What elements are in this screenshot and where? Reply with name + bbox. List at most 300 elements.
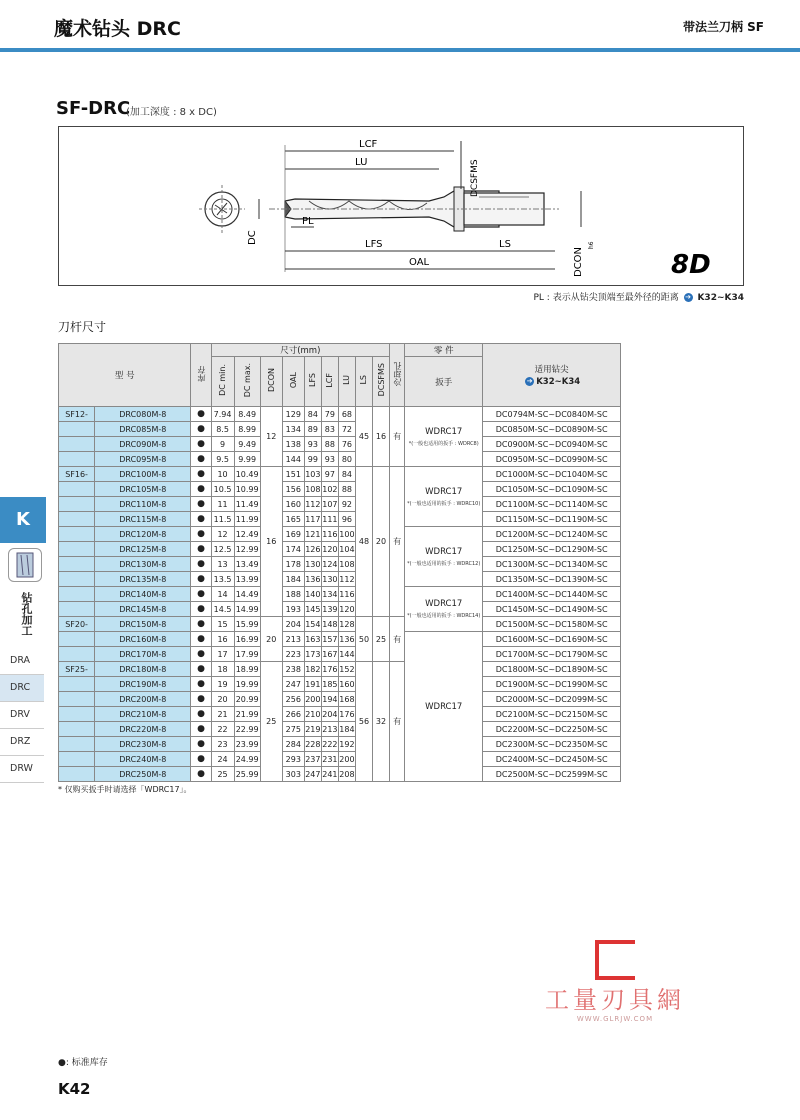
dc-max-cell: 22.99	[234, 722, 260, 737]
model-cell: DRC145M-8	[95, 602, 191, 617]
series-cell	[59, 497, 95, 512]
series-cell	[59, 677, 95, 692]
lcf-cell: 97	[321, 467, 338, 482]
dcon-cell: 12	[260, 407, 282, 467]
coolant-cell: 有	[390, 407, 405, 467]
lcf-cell: 107	[321, 497, 338, 512]
dc-max-cell: 12.99	[234, 542, 260, 557]
lcf-cell: 185	[321, 677, 338, 692]
dc-max-cell: 13.49	[234, 557, 260, 572]
lfs-cell: 247	[304, 767, 321, 782]
ls-label: LS	[499, 239, 511, 250]
series-cell	[59, 587, 95, 602]
lu-cell: 104	[338, 542, 355, 557]
stock-cell: ●	[191, 737, 211, 752]
tool-diagram	[58, 126, 744, 286]
series-cell	[59, 647, 95, 662]
tip-cell: DC1400M-SC~DC1440M-SC	[483, 587, 621, 602]
dc-max-cell: 18.99	[234, 662, 260, 677]
table-row	[59, 557, 621, 572]
oal-cell: 275	[282, 722, 304, 737]
col-lcf: LCF	[321, 357, 338, 407]
dc-min-cell: 8.5	[211, 422, 234, 437]
oal-cell: 193	[282, 602, 304, 617]
sidebar-item-drc[interactable]: DRC	[0, 675, 44, 702]
col-dcsfms: DCSFMS	[373, 357, 390, 407]
col-lu: LU	[338, 357, 355, 407]
stock-cell: ●	[191, 752, 211, 767]
model-cell: DRC120M-8	[95, 527, 191, 542]
lcf-cell: 120	[321, 542, 338, 557]
oal-cell: 256	[282, 692, 304, 707]
col-coolant: 冷却孔	[390, 344, 405, 407]
series-cell: SF20-	[59, 617, 95, 632]
col-dcon: DCON	[260, 357, 282, 407]
lcf-cell: 134	[321, 587, 338, 602]
dc-max-cell: 13.99	[234, 572, 260, 587]
tip-header-ref: K32~K34	[536, 377, 581, 387]
oal-cell: 247	[282, 677, 304, 692]
tip-cell: DC2500M-SC~DC2599M-SC	[483, 767, 621, 782]
wrench-note: *(一般也适用的扳手 : WDRC12)	[407, 560, 481, 567]
tip-cell: DC0850M-SC~DC0890M-SC	[483, 422, 621, 437]
series-cell	[59, 452, 95, 467]
dc-min-cell: 11	[211, 497, 234, 512]
sidebar-item-drw[interactable]: DRW	[0, 756, 44, 783]
series-cell	[59, 722, 95, 737]
table-row	[59, 677, 621, 692]
stock-cell: ●	[191, 722, 211, 737]
oal-cell: 303	[282, 767, 304, 782]
table-row	[59, 632, 621, 647]
model-cell: DRC220M-8	[95, 722, 191, 737]
col-ls: LS	[355, 357, 372, 407]
dcsfms-label: DCSFMS	[470, 159, 480, 197]
sidebar-nav	[0, 648, 44, 783]
model-cell: DRC230M-8	[95, 737, 191, 752]
ls-cell: 48	[355, 467, 372, 617]
oal-cell: 238	[282, 662, 304, 677]
tip-cell: DC0900M-SC~DC0940M-SC	[483, 437, 621, 452]
oal-label: OAL	[409, 257, 430, 268]
wrench-cell	[405, 587, 483, 632]
lfs-cell: 237	[304, 752, 321, 767]
page-header	[0, 0, 800, 48]
table-row	[59, 707, 621, 722]
dc-max-cell: 14.49	[234, 587, 260, 602]
wrench-note: *(一般也适用的扳手 : WDRC14)	[407, 613, 481, 619]
tip-cell: DC1450M-SC~DC1490M-SC	[483, 602, 621, 617]
dc-max-cell: 20.99	[234, 692, 260, 707]
table-row	[59, 647, 621, 662]
model-cell: DRC240M-8	[95, 752, 191, 767]
dc-min-cell: 18	[211, 662, 234, 677]
model-cell: DRC130M-8	[95, 557, 191, 572]
sidebar-item-drz[interactable]: DRZ	[0, 729, 44, 756]
tip-cell: DC1800M-SC~DC1890M-SC	[483, 662, 621, 677]
oal-cell: 284	[282, 737, 304, 752]
lcf-cell: 130	[321, 572, 338, 587]
dcsfms-cell: 32	[373, 662, 390, 782]
lu-cell: 108	[338, 557, 355, 572]
model-cell: DRC160M-8	[95, 632, 191, 647]
tip-cell: DC2200M-SC~DC2250M-SC	[483, 722, 621, 737]
tip-cell: DC2300M-SC~DC2350M-SC	[483, 737, 621, 752]
depth-badge: 8D	[671, 250, 711, 280]
lu-cell: 112	[338, 572, 355, 587]
table-row	[59, 692, 621, 707]
lu-cell: 80	[338, 452, 355, 467]
table-row	[59, 497, 621, 512]
lu-cell: 192	[338, 737, 355, 752]
wrench-name: WDRC17	[425, 701, 463, 712]
table-row	[59, 752, 621, 767]
table-row	[59, 437, 621, 452]
drill-drawing	[59, 127, 743, 285]
stock-cell: ●	[191, 482, 211, 497]
series-cell	[59, 557, 95, 572]
stock-cell: ●	[191, 632, 211, 647]
stock-cell: ●	[191, 557, 211, 572]
col-parts: 零 件	[405, 344, 483, 357]
oal-cell: 138	[282, 437, 304, 452]
lu-cell: 92	[338, 497, 355, 512]
stock-cell: ●	[191, 677, 211, 692]
stock-cell: ●	[191, 662, 211, 677]
lfs-cell: 140	[304, 587, 321, 602]
lcf-cell: 157	[321, 632, 338, 647]
lcf-cell: 93	[321, 452, 338, 467]
series-cell	[59, 437, 95, 452]
lu-cell: 76	[338, 437, 355, 452]
ls-cell: 50	[355, 617, 372, 662]
lu-cell: 72	[338, 422, 355, 437]
tip-cell: DC1500M-SC~DC1580M-SC	[483, 617, 621, 632]
lcf-cell: 124	[321, 557, 338, 572]
series-cell	[59, 632, 95, 647]
table-row	[59, 407, 621, 422]
wrench-cell	[405, 407, 483, 467]
oal-cell: 156	[282, 482, 304, 497]
model-cell: DRC140M-8	[95, 587, 191, 602]
table-row	[59, 482, 621, 497]
footnote: * 仅购买扳手时请选择「WDRC17」。	[58, 785, 192, 794]
oal-cell: 174	[282, 542, 304, 557]
tip-cell: DC2400M-SC~DC2450M-SC	[483, 752, 621, 767]
lcf-cell: 139	[321, 602, 338, 617]
stock-cell: ●	[191, 452, 211, 467]
series-cell	[59, 602, 95, 617]
lfs-cell: 112	[304, 497, 321, 512]
oal-cell: 134	[282, 422, 304, 437]
lu-cell: 144	[338, 647, 355, 662]
stock-cell: ●	[191, 602, 211, 617]
table-title: 刀杆尺寸	[58, 320, 107, 334]
dc-max-cell: 25.99	[234, 767, 260, 782]
series-cell: SF12-	[59, 407, 95, 422]
table-row	[59, 542, 621, 557]
table-row	[59, 722, 621, 737]
lu-cell: 208	[338, 767, 355, 782]
lcf-cell: 176	[321, 662, 338, 677]
section-tab-k[interactable]: K	[0, 497, 46, 543]
lcf-cell: 79	[321, 407, 338, 422]
page-number: K42	[58, 1080, 91, 1098]
table-row	[59, 467, 621, 482]
dc-min-cell: 15	[211, 617, 234, 632]
tip-cell: DC0794M-SC~DC0840M-SC	[483, 407, 621, 422]
lfs-cell: 173	[304, 647, 321, 662]
header-category: 带法兰刀柄 SF	[682, 20, 764, 34]
dc-min-cell: 14.5	[211, 602, 234, 617]
oal-cell: 144	[282, 452, 304, 467]
sidebar-item-drv[interactable]: DRV	[0, 702, 44, 729]
oal-cell: 293	[282, 752, 304, 767]
stock-cell: ●	[191, 512, 211, 527]
dc-max-cell: 17.99	[234, 647, 260, 662]
dc-max-cell: 21.99	[234, 707, 260, 722]
tip-cell: DC1050M-SC~DC1090M-SC	[483, 482, 621, 497]
dcsfms-cell: 16	[373, 407, 390, 467]
table-row	[59, 527, 621, 542]
oal-cell: 151	[282, 467, 304, 482]
series-cell	[59, 572, 95, 587]
oal-cell: 266	[282, 707, 304, 722]
wrench-name: WDRC17	[425, 599, 463, 609]
tip-cell: DC2100M-SC~DC2150M-SC	[483, 707, 621, 722]
model-cell: DRC090M-8	[95, 437, 191, 452]
series-cell	[59, 692, 95, 707]
series-cell	[59, 482, 95, 497]
model-cell: DRC095M-8	[95, 452, 191, 467]
lfs-cell: 219	[304, 722, 321, 737]
dc-max-cell: 15.99	[234, 617, 260, 632]
lcf-cell: 102	[321, 482, 338, 497]
model-cell: DRC105M-8	[95, 482, 191, 497]
stock-cell: ●	[191, 422, 211, 437]
dc-min-cell: 12	[211, 527, 234, 542]
table-row	[59, 422, 621, 437]
dc-min-cell: 9	[211, 437, 234, 452]
sidebar-item-dra[interactable]: DRA	[0, 648, 44, 675]
stock-cell: ●	[191, 497, 211, 512]
col-lfs: LFS	[304, 357, 321, 407]
dc-min-cell: 11.5	[211, 512, 234, 527]
lcf-cell: 222	[321, 737, 338, 752]
table-row	[59, 587, 621, 602]
wrench-name: WDRC17	[425, 486, 463, 497]
stock-cell: ●	[191, 707, 211, 722]
lfs-cell: 145	[304, 602, 321, 617]
oal-cell: 213	[282, 632, 304, 647]
series-cell	[59, 737, 95, 752]
series-cell	[59, 542, 95, 557]
dc-min-cell: 16	[211, 632, 234, 647]
model-cell: DRC080M-8	[95, 407, 191, 422]
series-cell	[59, 422, 95, 437]
table-row	[59, 662, 621, 677]
lfs-cell: 99	[304, 452, 321, 467]
watermark-text: 工量刃具網	[545, 986, 685, 1014]
model-cell: DRC190M-8	[95, 677, 191, 692]
stock-legend: ●: 标准库存	[58, 1058, 108, 1068]
model-cell: DRC135M-8	[95, 572, 191, 587]
dc-min-cell: 25	[211, 767, 234, 782]
col-model: 型 号	[59, 344, 191, 407]
dc-min-cell: 17	[211, 647, 234, 662]
table-row	[59, 572, 621, 587]
pl-note-text: PL : 表示从钻尖顶端至最外径的距离	[533, 293, 679, 303]
dc-max-cell: 9.49	[234, 437, 260, 452]
dc-max-cell: 8.99	[234, 422, 260, 437]
stock-cell: ●	[191, 407, 211, 422]
col-stock: 库存	[191, 344, 211, 407]
lu-cell: 88	[338, 482, 355, 497]
tip-cell: DC1250M-SC~DC1290M-SC	[483, 542, 621, 557]
lfs-cell: 163	[304, 632, 321, 647]
series-cell	[59, 767, 95, 782]
dc-min-cell: 13	[211, 557, 234, 572]
wrench-cell	[405, 467, 483, 527]
model-cell: DRC170M-8	[95, 647, 191, 662]
stock-cell: ●	[191, 572, 211, 587]
lfs-cell: 117	[304, 512, 321, 527]
watermark-url: WWW.GLRJW.COM	[576, 1015, 654, 1023]
tip-cell: DC1000M-SC~DC1040M-SC	[483, 467, 621, 482]
lfs-cell: 89	[304, 422, 321, 437]
tip-cell: DC1600M-SC~DC1690M-SC	[483, 632, 621, 647]
stock-cell: ●	[191, 587, 211, 602]
lcf-cell: 148	[321, 617, 338, 632]
lu-cell: 68	[338, 407, 355, 422]
series-cell	[59, 707, 95, 722]
pl-note	[534, 290, 745, 303]
dc-min-cell: 13.5	[211, 572, 234, 587]
dc-min-cell: 20	[211, 692, 234, 707]
stock-cell: ●	[191, 542, 211, 557]
dc-min-cell: 21	[211, 707, 234, 722]
dc-min-cell: 23	[211, 737, 234, 752]
wrench-cell	[405, 632, 483, 782]
dc-min-cell: 19	[211, 677, 234, 692]
lu-label: LU	[355, 157, 368, 168]
dc-max-cell: 12.49	[234, 527, 260, 542]
dcsfms-cell: 25	[373, 617, 390, 662]
dc-max-cell: 8.49	[234, 407, 260, 422]
oal-cell: 129	[282, 407, 304, 422]
stock-cell: ●	[191, 647, 211, 662]
dc-min-cell: 10.5	[211, 482, 234, 497]
lu-cell: 100	[338, 527, 355, 542]
oal-cell: 169	[282, 527, 304, 542]
page-title: 魔术钻头 DRC	[54, 18, 181, 40]
lfs-cell: 200	[304, 692, 321, 707]
dcon-cell: 25	[260, 662, 282, 782]
lu-cell: 168	[338, 692, 355, 707]
section-title: SF-DRC	[56, 98, 131, 119]
lcf-label: LCF	[359, 139, 378, 150]
lfs-cell: 228	[304, 737, 321, 752]
lfs-cell: 108	[304, 482, 321, 497]
lfs-cell: 210	[304, 707, 321, 722]
lfs-cell: 182	[304, 662, 321, 677]
lfs-cell: 126	[304, 542, 321, 557]
dc-min-cell: 9.5	[211, 452, 234, 467]
dc-min-cell: 24	[211, 752, 234, 767]
col-dc-min: DC min.	[211, 357, 234, 407]
tip-cell: DC1300M-SC~DC1340M-SC	[483, 557, 621, 572]
table-row	[59, 737, 621, 752]
lcf-cell: 241	[321, 767, 338, 782]
dc-min-cell: 14	[211, 587, 234, 602]
stock-cell: ●	[191, 617, 211, 632]
stock-cell: ●	[191, 692, 211, 707]
lu-cell: 136	[338, 632, 355, 647]
sidebar-category: 钻孔加工	[20, 592, 33, 636]
dc-max-cell: 9.99	[234, 452, 260, 467]
dc-label: DC	[247, 230, 258, 245]
oal-cell: 188	[282, 587, 304, 602]
coolant-cell: 有	[390, 662, 405, 782]
col-dc-max: DC max.	[234, 357, 260, 407]
table-row	[59, 512, 621, 527]
lfs-cell: 103	[304, 467, 321, 482]
coolant-cell: 有	[390, 467, 405, 617]
oal-cell: 184	[282, 572, 304, 587]
model-cell: DRC250M-8	[95, 767, 191, 782]
lcf-cell: 111	[321, 512, 338, 527]
dc-max-cell: 11.99	[234, 512, 260, 527]
dcsfms-cell: 20	[373, 467, 390, 617]
dc-max-cell: 23.99	[234, 737, 260, 752]
series-cell	[59, 512, 95, 527]
dc-max-cell: 14.99	[234, 602, 260, 617]
series-cell: SF16-	[59, 467, 95, 482]
lcf-cell: 167	[321, 647, 338, 662]
dcon-label: DCON	[573, 246, 584, 277]
lfs-cell: 121	[304, 527, 321, 542]
dc-min-cell: 12.5	[211, 542, 234, 557]
stock-cell: ●	[191, 437, 211, 452]
lu-cell: 200	[338, 752, 355, 767]
table-row	[59, 767, 621, 782]
dcon-tolerance: h6	[588, 241, 595, 249]
section-subtitle: (加工深度 : 8 x DC)	[126, 107, 217, 118]
lfs-cell: 84	[304, 407, 321, 422]
lu-cell: 120	[338, 602, 355, 617]
tip-cell: DC1200M-SC~DC1240M-SC	[483, 527, 621, 542]
table-row	[59, 452, 621, 467]
wrench-name: WDRC17	[425, 546, 463, 557]
pl-note-ref[interactable]: K32~K34	[697, 293, 744, 303]
lcf-cell: 83	[321, 422, 338, 437]
oal-cell: 165	[282, 512, 304, 527]
dc-max-cell: 10.49	[234, 467, 260, 482]
series-cell	[59, 752, 95, 767]
lfs-label: LFS	[365, 239, 383, 250]
ls-cell: 45	[355, 407, 372, 467]
tip-cell: DC1100M-SC~DC1140M-SC	[483, 497, 621, 512]
stock-cell: ●	[191, 767, 211, 782]
lu-cell: 128	[338, 617, 355, 632]
lfs-cell: 130	[304, 557, 321, 572]
coolant-cell: 有	[390, 617, 405, 662]
lu-cell: 184	[338, 722, 355, 737]
oal-cell: 178	[282, 557, 304, 572]
col-tip	[483, 344, 621, 407]
lu-cell: 176	[338, 707, 355, 722]
lu-cell: 84	[338, 467, 355, 482]
